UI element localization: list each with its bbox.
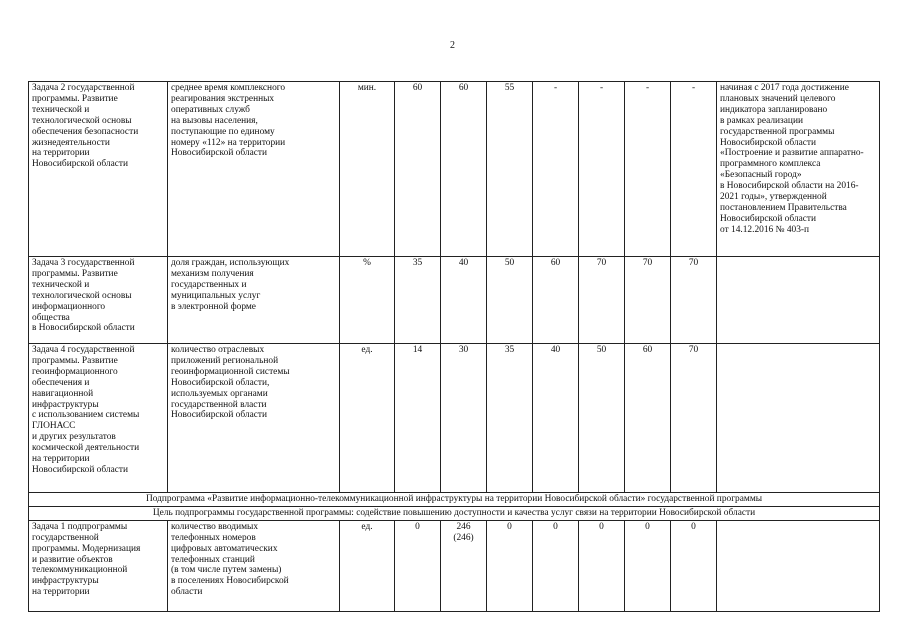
value-cell: - <box>533 82 579 257</box>
note-cell: начиная с 2017 года достижение плановых значений целевого индикатора запланировано в рамках реализации государственной программы Новосибирской области «Построение и развитие аппаратно- программного комплекса «Безопасный город» в Новосибирской области на 2016- 2021 годы», утвержденной постановлением Правительства Новосибирской области от 14.12.2016 № 403-п <box>717 82 880 257</box>
page-number: 2 <box>450 40 455 51</box>
value-cell: 0 <box>579 520 625 611</box>
subprogram-goal-row <box>29 506 880 520</box>
subprogram-title-row <box>29 493 880 507</box>
indicator-cell: количество вводимых телефонных номеров цифровых автоматических телефонных станций (в том числе путем замены) в поселениях Новосибирской области <box>168 520 340 611</box>
unit-cell: мин. <box>340 82 395 257</box>
task-cell: Задача 2 государственной программы. Развитие технической и технологической основы обеспечения безопасности жизнедеятельности на территории Новосибирской области <box>29 82 168 257</box>
subprogram-goal: Цель подпрограммы государственной программы: содействие повышению доступности и качества услуг связи на территории Новосибирской области <box>29 506 880 520</box>
value-cell: 70 <box>625 257 671 344</box>
value-cell: 0 <box>625 520 671 611</box>
value-cell: 60 <box>395 82 441 257</box>
value-cell: 35 <box>395 257 441 344</box>
note-cell <box>717 344 880 493</box>
value-cell: 50 <box>487 257 533 344</box>
indicator-cell: доля граждан, использующих механизм получения государственных и муниципальных услуг в электронной форме <box>168 257 340 344</box>
value-cell: 55 <box>487 82 533 257</box>
indicator-cell: количество отраслевых приложений региональной геоинформационной системы Новосибирской области, используемых органами государственной власти Новосибирской области <box>168 344 340 493</box>
table-row <box>29 520 880 611</box>
value-cell: 60 <box>625 344 671 493</box>
indicators-table <box>28 81 880 612</box>
unit-cell: ед. <box>340 520 395 611</box>
value-cell: 14 <box>395 344 441 493</box>
note-cell <box>717 257 880 344</box>
value-cell: 0 <box>533 520 579 611</box>
value-cell: 60 <box>533 257 579 344</box>
task-cell: Задача 3 государственной программы. Развитие технической и технологической основы информационного общества в Новосибирской области <box>29 257 168 344</box>
value-cell: 0 <box>395 520 441 611</box>
table-row <box>29 257 880 344</box>
value-cell: 70 <box>579 257 625 344</box>
value-cell: 50 <box>579 344 625 493</box>
note-cell <box>717 520 880 611</box>
value-cell: 40 <box>441 257 487 344</box>
unit-cell: % <box>340 257 395 344</box>
value-cell: 0 <box>487 520 533 611</box>
value-cell: 60 <box>441 82 487 257</box>
value-cell: 0 <box>671 520 717 611</box>
task-cell: Задача 1 подпрограммы государственной программы. Модернизация и развитие объектов телекоммуникационной инфраструктуры на территории <box>29 520 168 611</box>
value-cell: 70 <box>671 257 717 344</box>
value-cell: - <box>671 82 717 257</box>
value-cell: 30 <box>441 344 487 493</box>
table-row <box>29 82 880 257</box>
task-cell: Задача 4 государственной программы. Развитие геоинформационного обеспечения и навигационной инфраструктуры с использованием системы ГЛОНАСС и других результатов космической деятельности на территории Новосибирской области <box>29 344 168 493</box>
indicator-cell: среднее время комплексного реагирования экстренных оперативных служб на вызовы населения, поступающие по единому номеру «112» на территории Новосибирской области <box>168 82 340 257</box>
unit-cell: ед. <box>340 344 395 493</box>
subprogram-title: Подпрограмма «Развитие информационно-телекоммуникационной инфраструктуры на территории Новосибирской области» государственной программы <box>29 493 880 507</box>
value-cell: 70 <box>671 344 717 493</box>
value-cell: - <box>579 82 625 257</box>
value-cell: - <box>625 82 671 257</box>
value-cell: 40 <box>533 344 579 493</box>
table-row <box>29 344 880 493</box>
value-cell: 246 (246) <box>441 520 487 611</box>
value-cell: 35 <box>487 344 533 493</box>
